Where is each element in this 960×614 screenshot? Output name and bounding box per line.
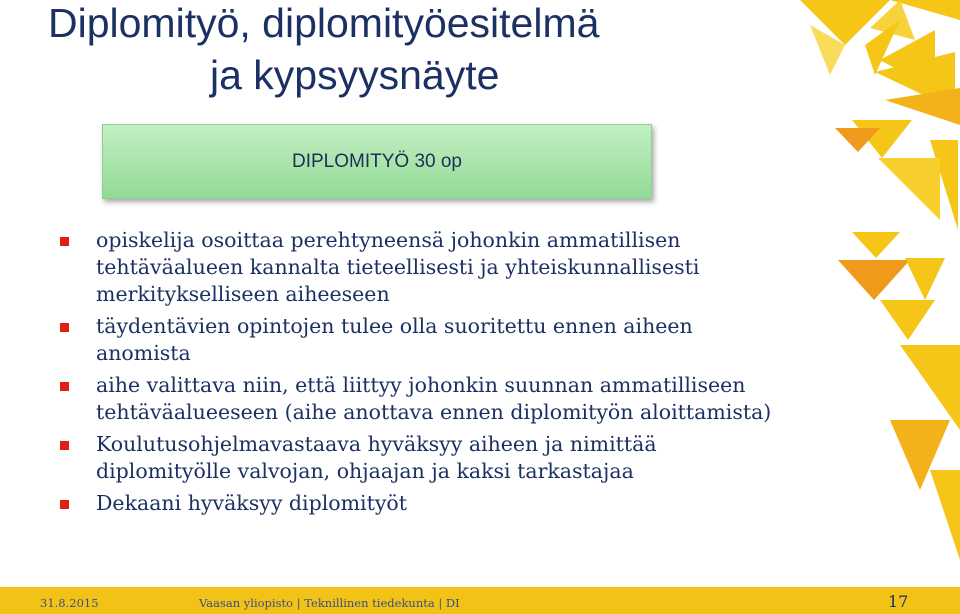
- list-item: [60, 227, 780, 308]
- list-item: [60, 313, 780, 367]
- list-item: [60, 372, 780, 426]
- bullet-marker-icon: [60, 441, 69, 450]
- footer-bar: [0, 587, 960, 614]
- bullet-marker-icon: [60, 382, 69, 391]
- page-number: 17: [888, 592, 909, 611]
- bullet-text: aihe valittava niin, että liittyy johonkin suunnan ammatilliseen tehtäväalueeseen (aihe anottava ennen diplomityön aloittamista): [96, 373, 772, 424]
- bullet-marker-icon: [60, 323, 69, 332]
- bullet-marker-icon: [60, 500, 69, 509]
- title-line-2: ja kypsyysnäyte: [210, 52, 500, 98]
- diplomityo-box: [102, 124, 652, 199]
- list-item: [60, 490, 780, 517]
- list-item: [60, 431, 780, 485]
- bullet-text: Dekaani hyväksyy diplomityöt: [96, 491, 408, 515]
- bullet-list: [60, 227, 780, 522]
- box-label: DIPLOMITYÖ 30 op: [291, 150, 462, 172]
- footer-date: 31.8.2015: [40, 596, 99, 610]
- bullet-text: täydentävien opintojen tulee olla suoritettu ennen aiheen anomista: [96, 314, 693, 365]
- bullet-text: Koulutusohjelmavastaava hyväksyy aiheen ja nimittää diplomityölle valvojan, ohjaajan ja kaksi tarkastajaa: [96, 432, 657, 483]
- bullet-text: opiskelija osoittaa perehtyneensä johonkin ammatillisen tehtäväalueen kannalta tieteellisesti ja yhteiskunnallisesti merkitykselliseen aiheeseen: [96, 228, 700, 306]
- footer-organization: Vaasan yliopisto | Teknillinen tiedekunta | DI: [199, 596, 460, 610]
- title-line-1: Diplomityö, diplomityöesitelmä: [48, 0, 600, 46]
- bullet-marker-icon: [60, 237, 69, 246]
